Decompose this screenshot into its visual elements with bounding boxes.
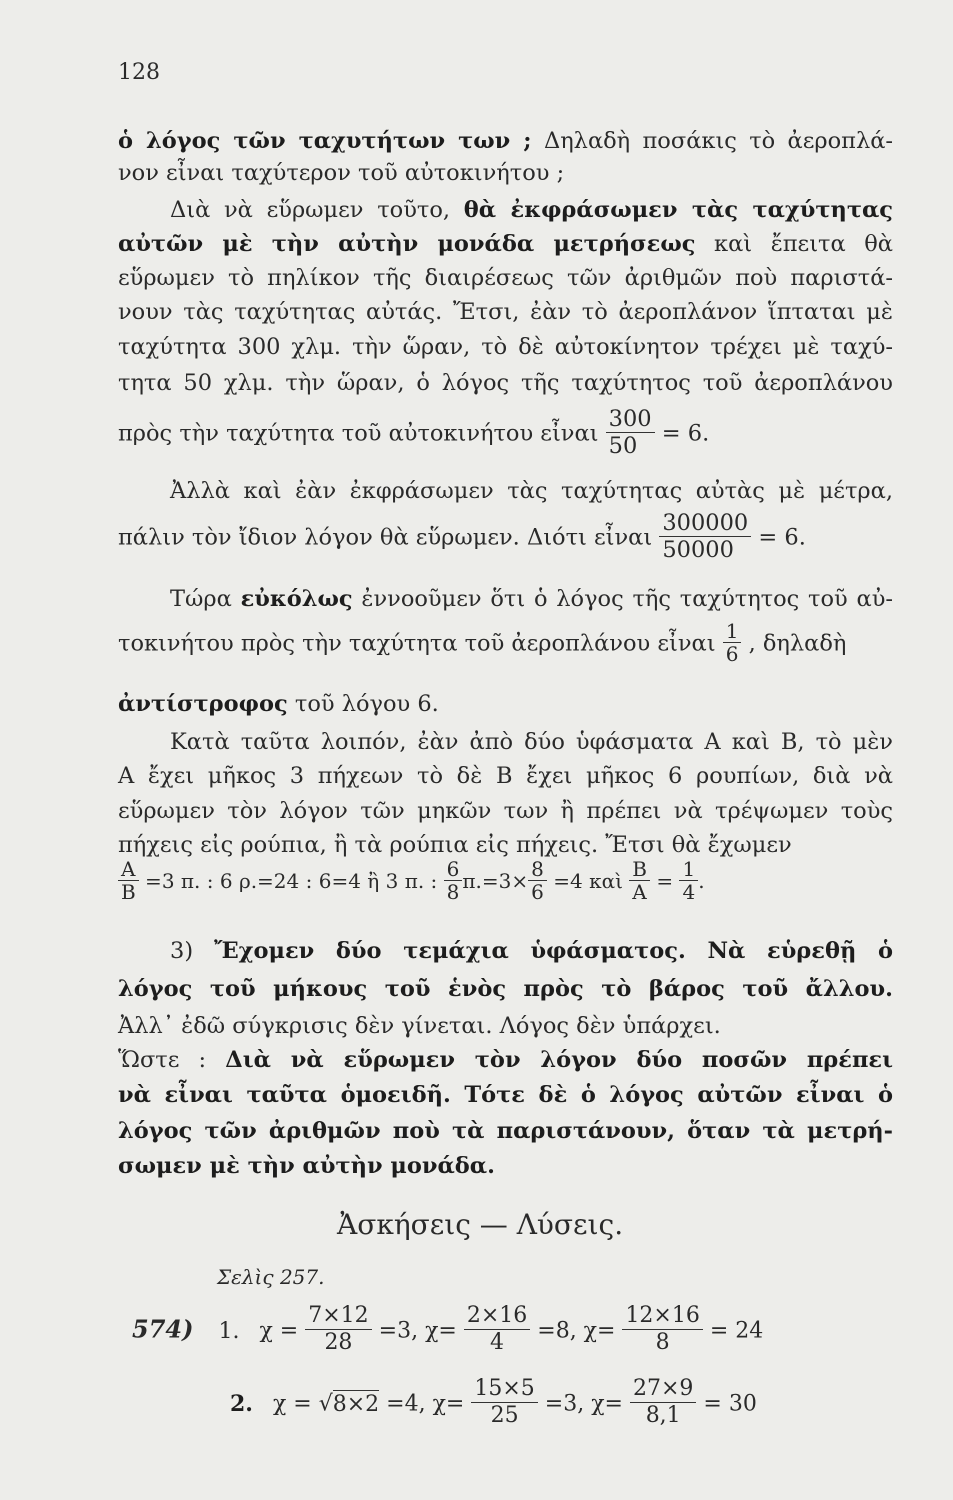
text-line: νουν τὰς ταχύτητας αὐτάς. Ἔτσι, ἐὰν τὸ ἀεροπλάνον ἵπταται μὲ xyxy=(118,299,893,325)
fraction: $\frac{8}{6}$ xyxy=(528,858,547,903)
text-line: Α ἔχει μῆκος 3 πήχεων τὸ δὲ Β ἔχει μῆκος 6 ρουπίων, διὰ νὰ xyxy=(118,763,893,789)
fraction: $\frac{300000}{50000}$ xyxy=(659,510,751,563)
text-line: 3) Ἔχομεν δύο τεμάχια ὑφάσματος. Νὰ εὑρεθῇ ὁ xyxy=(170,938,893,964)
text-line: Ὥστε : Διὰ νὰ εὕρωμεν τὸν λόγον δύο ποσῶν πρέπει xyxy=(118,1047,893,1073)
fraction: $\frac{15\times 5}{25}$ xyxy=(471,1376,537,1429)
text-line: τητα 50 χλμ. τὴν ὥραν, ὁ λόγος τῆς ταχύτητος τοῦ ἀεροπλάνου xyxy=(118,370,893,396)
text-line: ταχύτητα 300 χλμ. τὴν ὥραν, τὸ δὲ αὐτοκίνητον τρέχει μὲ ταχύ- xyxy=(118,334,893,360)
text-line: λόγος τῶν ἀριθμῶν ποὺ τὰ παριστάνουν, ὅταν τὰ μετρή- xyxy=(118,1118,893,1144)
fraction: $\frac{27\times 9}{8,1}$ xyxy=(630,1376,696,1429)
text-line-fraction: πάλιν τὸν ἴδιον λόγον θὰ εὕρωμεν. Διότι εἶναι $\frac{300000}{50000}$ = 6. xyxy=(118,510,806,563)
text-line: νον εἶναι ταχύτερον τοῦ αὐτοκινήτου ; xyxy=(118,160,565,186)
text-line: Διὰ νὰ εὕρωμεν τοῦτο, θὰ ἐκφράσωμεν τὰς ταχύτητας xyxy=(170,197,893,223)
fraction: $\frac{B}{A}$ xyxy=(629,858,650,903)
exercise-number: 574) xyxy=(132,1314,194,1344)
text-line: ἀντίστροφος τοῦ λόγου 6. xyxy=(118,691,439,717)
fraction: $\frac{12\times 16}{8}$ xyxy=(622,1303,702,1356)
text-line: Τώρα εὐκόλως ἐννοοῦμεν ὅτι ὁ λόγος τῆς ταχύτητος τοῦ αὐ- xyxy=(170,586,893,612)
text-line: Ἀλλὰ καὶ ἐὰν ἐκφράσωμεν τὰς ταχύτητας αὐτὰς μὲ μέτρα, xyxy=(170,478,893,504)
fraction: $\frac{300}{50}$ xyxy=(606,406,655,459)
square-root: 8×2 xyxy=(332,1391,380,1417)
text-line: εὕρωμεν τὸν λόγον τῶν μηκῶν των ἢ πρέπει νὰ τρέψωμεν τοὺς xyxy=(118,798,893,824)
formula-line: $\frac{A}{B}$ =3 π. : 6 ρ.=24 : 6=4 ἢ 3 π. : $\frac{6}{8}$ π.=3× $\frac{8}{6}$ =4 καὶ $\frac{B}{A}$ = $\frac{1}{4}$ . xyxy=(118,860,893,905)
text-line: Ἀλλ᾽ ἐδῶ σύγκρισις δὲν γίνεται. Λόγος δὲν ὑπάρχει. xyxy=(118,1013,721,1039)
fraction: $\frac{A}{B}$ xyxy=(118,858,139,903)
text-line-fraction: πρὸς τὴν ταχύτητα τοῦ αὐτοκινήτου εἶναι $\frac{300}{50}$ = 6. xyxy=(118,406,710,459)
fraction: $\frac{7\times 12}{28}$ xyxy=(305,1303,371,1356)
page-reference: Σελὶς 257. xyxy=(217,1265,325,1289)
text-line: αὐτῶν μὲ τὴν αὐτὴν μονάδα μετρήσεως καὶ ἔπειτα θὰ xyxy=(118,231,894,257)
text-line: ὁ λόγος τῶν ταχυτήτων των ; Δηλαδὴ ποσάκις τὸ ἀεροπλά- xyxy=(118,128,894,154)
fraction: $\frac{1}{6}$ xyxy=(723,620,742,665)
page-number: 128 xyxy=(118,60,160,85)
fraction: $\frac{1}{4}$ xyxy=(679,858,698,903)
text-line: λόγος τοῦ μήκους τοῦ ἑνὸς πρὸς τὸ βάρος τοῦ ἄλλου. xyxy=(118,976,893,1002)
text-line: νὰ εἶναι ταῦτα ὁμοειδῆ. Τότε δὲ ὁ λόγος αὐτῶν εἶναι ὁ xyxy=(118,1082,893,1108)
text-line: πήχεις εἰς ρούπια, ἢ τὰ ρούπια εἰς πήχεις. Ἔτσι θὰ ἔχωμεν xyxy=(118,832,792,858)
fraction: $\frac{2\times 16}{4}$ xyxy=(464,1303,530,1356)
text-line: σωμεν μὲ τὴν αὐτὴν μονάδα. xyxy=(118,1153,495,1179)
text-line: Κατὰ ταῦτα λοιπόν, ἐὰν ἀπὸ δύο ὑφάσματα Α καὶ Β, τὸ μὲν xyxy=(170,729,893,755)
exercise-row-2: 2. χ = √8×2 =4, χ= $\frac{15\times 5}{25}$ =3, χ= $\frac{27\times 9}{8,1}$ = 30 xyxy=(230,1376,757,1428)
text-line-fraction: τοκινήτου πρὸς τὴν ταχύτητα τοῦ ἀεροπλάνου εἶναι $\frac{1}{6}$ , δηλαδὴ xyxy=(118,619,847,666)
fraction: $\frac{6}{8}$ xyxy=(444,858,463,903)
exercise-row-1: 574) 1. χ = $\frac{7\times 12}{28}$ =3, χ= $\frac{2\times 16}{4}$ =8, χ= $\frac{12\times 16}{8}$ = 24 xyxy=(132,1303,764,1355)
section-heading: Ἀσκήσεις — Λύσεις. xyxy=(337,1208,624,1241)
text-line: εὕρωμεν τὸ πηλίκον τῆς διαιρέσεως τῶν ἀριθμῶν ποὺ παριστά- xyxy=(118,265,893,291)
